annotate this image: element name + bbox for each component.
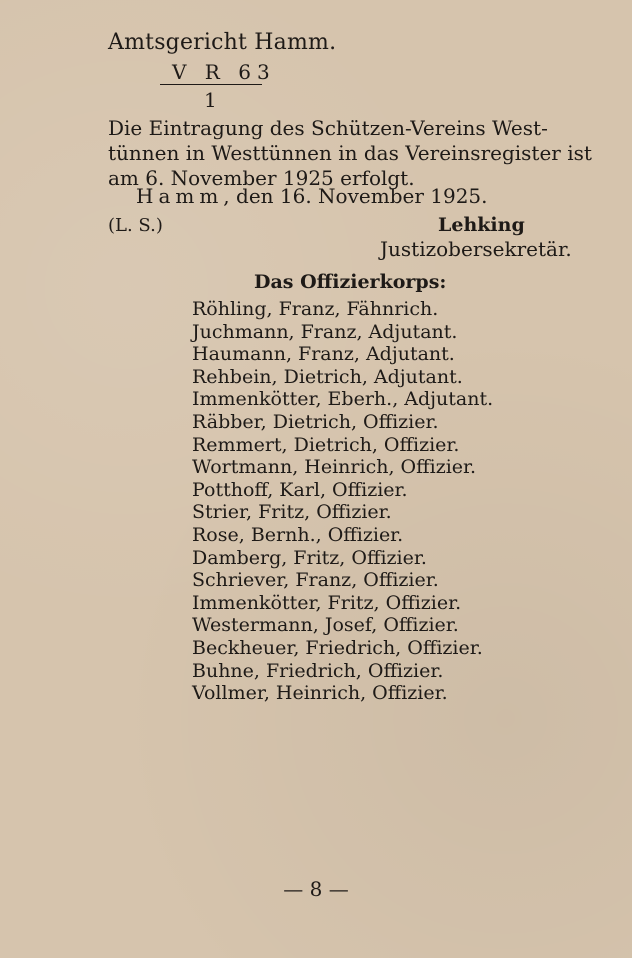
officer-entry: Rehbein, Dietrich, Adjutant. [192,365,463,388]
officer-entry: Röhling, Franz, Fähnrich. [192,298,439,320]
officer-entry: Remmert, Dietrich, Offizier. [192,433,460,456]
seal-mark: (L. S.) [108,215,163,236]
register-number: V R 63 [172,60,276,84]
register-sub-number: 1 [204,88,217,112]
officer-entry: Wortmann, Heinrich, Offizier. [192,456,477,479]
register-rule [160,84,262,85]
officer-entry: Buhne, Friedrich, Offizier. [192,659,444,682]
date: , den 16. November 1925. [223,184,488,208]
place: Hamm [136,184,224,208]
officer-entry: Rose, Bernh., Offizier. [192,523,404,546]
notice-line: Die Eintragung des Schützen-Vereins West- [108,116,548,140]
officer-entry: Immenkötter, Fritz, Offizier. [192,591,462,614]
officer-entry: Strier, Fritz, Offizier. [192,501,392,524]
officer-corps-heading: Das Offizierkorps: [254,271,447,293]
place-date-line [136,184,488,208]
signer-title: Justizobersekretär. [380,237,572,261]
signer-name: Lehking [438,214,525,236]
officer-entry: Damberg, Fritz, Offizier. [192,546,427,569]
officer-entry: Räbber, Dietrich, Offizier. [192,410,439,433]
officer-entry: Beckheuer, Friedrich, Offizier. [192,636,483,659]
notice-line: tünnen in Westtünnen in das Vereinsregister ist [108,141,592,165]
notice-line: am 6. November 1925 erfolgt. [108,166,415,190]
court-name: Amtsgericht Hamm. [108,30,337,55]
officer-entry: Immenkötter, Eberh., Adjutant. [192,388,494,411]
officer-entry: Vollmer, Heinrich, Offizier. [192,682,448,705]
officer-entry: Juchmann, Franz, Adjutant. [192,320,458,343]
officer-entry: Schriever, Franz, Offizier. [192,569,439,592]
registration-notice [108,116,592,191]
officer-list [192,298,493,705]
officer-entry: Haumann, Franz, Adjutant. [192,343,455,366]
officer-entry: Westermann, Josef, Offizier. [192,614,459,637]
page-number: — 8 — [283,877,349,901]
officer-entry: Potthoff, Karl, Offizier. [192,478,408,501]
